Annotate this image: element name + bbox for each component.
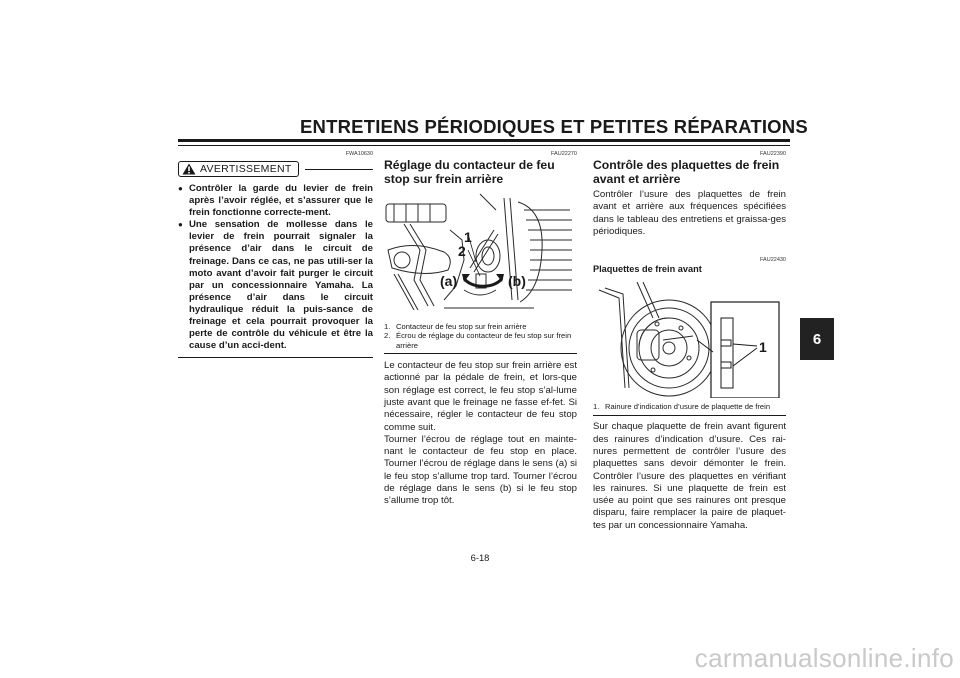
section-heading: Réglage du contacteur de feu stop sur frein arrière: [384, 158, 555, 186]
brake-switch-figure: [384, 190, 577, 318]
warning-item: ● Contrôler la garde du levier de frein après l’avoir réglée, et s’assurer que le frein fonctionne correcte-ment.: [178, 183, 373, 219]
figure-callout-1: 1: [759, 339, 767, 356]
warning-badge: [178, 161, 299, 177]
header-rule-thin: [178, 145, 790, 146]
figure-caption-list: [593, 402, 786, 411]
warning-item: ● Une sensation de mollesse dans le levier de frein pourrait signaler la présence d’air dans le circuit de freinage. Dans ce cas, ne pas utili-ser la moto avant d’avoir fait purger le circuit par un concessionnaire Yamaha. La présence d’air dans le circuit hydraulique réduit la puis-sance de freinage et cela pourrait provoquer la perte de contrôle du véhicule et être la cause d’un acci-dent.: [178, 219, 373, 352]
caption-rule: [384, 353, 577, 354]
section-heading: Contrôle des plaquettes de frein avant et arrière: [593, 158, 780, 186]
page-header-title: ENTRETIENS PÉRIODIQUES ET PETITES RÉPARATIONS: [300, 116, 808, 137]
column-brake-switch: [384, 150, 577, 508]
reference-code: FAU22390: [760, 151, 786, 157]
page-number: 6-18: [470, 552, 490, 563]
body-paragraph: Contrôler l’usure des plaquettes de frein avant et arrière aux fréquences spécifiées dans le tableau des entretiens et graissa-ges périodiques.: [593, 189, 786, 237]
column-warning: [178, 150, 373, 358]
figure-callout-1: 1: [464, 229, 472, 245]
warning-header: [178, 161, 373, 177]
figure-callout-a: (a): [440, 273, 458, 289]
brake-pad-figure: [593, 278, 786, 398]
warning-header-line: [305, 169, 373, 170]
figure-callout-2: 2: [458, 243, 466, 259]
warning-list: [178, 183, 373, 352]
figure-caption: 1. Rainure d’indication d’usure de plaquette de frein: [593, 402, 771, 412]
chapter-tab: 6: [800, 318, 834, 360]
figure-callout-b: (b): [508, 273, 526, 289]
warning-triangle-icon: [182, 163, 196, 175]
figure-caption-list: [384, 322, 577, 350]
figure-caption: 1. Contacteur de feu stop sur frein arrière: [384, 322, 527, 331]
reference-code: FAU22430: [760, 257, 786, 264]
caption-rule: [593, 415, 786, 416]
brake-switch-illustration: [384, 190, 577, 318]
column-brake-pads: [593, 150, 786, 532]
brake-pad-illustration: [593, 278, 786, 398]
warning-end-rule: [178, 357, 373, 358]
body-paragraph: Le contacteur de feu stop sur frein arrière est actionné par la pédale de frein, et lors-que son réglage est correct, le feu stop s’al-lume juste avant que le freinage ne fasse ef-fet. Si nécessaire, régler le contacteur de feu stop comme suit.: [384, 360, 577, 433]
warning-label: AVERTISSEMENT: [200, 163, 292, 175]
reference-code: FWA10630: [345, 151, 373, 157]
body-paragraph: Tourner l’écrou de réglage tout en mainte-nant le contacteur de feu stop en place. Tourner l’écrou de réglage dans le sens (a) si le feu stop s’allume trop tard. Tourner l’écrou de réglage dans le sens (b) si le feu stop s’allume trop tôt.: [384, 433, 577, 507]
header-rule-thick: [178, 139, 790, 142]
watermark-text: carmanualsonline.info: [694, 643, 954, 673]
figure-caption: 2. Écrou de réglage du contacteur de feu stop sur frein arrière: [384, 331, 572, 350]
reference-code: FAU22270: [551, 151, 577, 157]
subsection-heading: Plaquettes de frein avant: [593, 264, 702, 275]
body-paragraph: Sur chaque plaquette de frein avant figurent des rainures d’indication d’usure. Ces rai-nures permettent de contrôler l’usure des plaquettes sans devoir démonter le frein. Contrôler l’usure des plaquettes en vérifiant les rainures. Si une plaquette de frein est usée au point que ses rainures ont presque disparu, faire remplacer la paire de plaquet-tes par un concessionnaire Yamaha.: [593, 421, 786, 531]
